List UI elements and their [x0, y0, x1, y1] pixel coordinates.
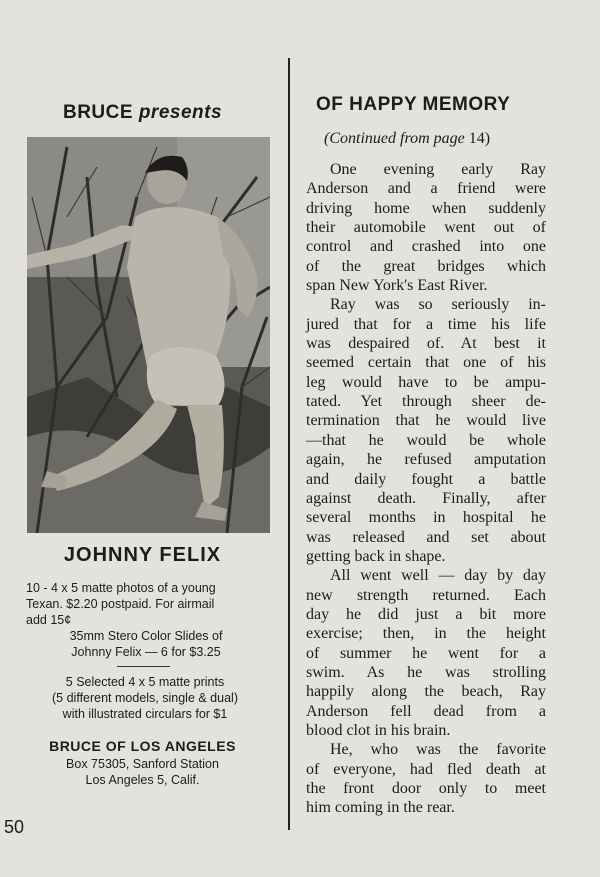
story-line: was released and set about	[306, 528, 546, 546]
address-line: Los Angeles 5, Calif.	[85, 773, 200, 787]
advertisement-column	[0, 0, 285, 877]
offer2-line: 35mm Stero Color Slides of	[69, 629, 223, 643]
story-line: new strength returned. Each	[306, 586, 546, 604]
continued-prefix: (Continued from page	[324, 130, 469, 147]
story-line: and daily fought a battle	[306, 470, 546, 488]
offer3-line: 5 Selected 4 x 5 matte prints	[65, 675, 225, 689]
story-body	[306, 160, 546, 818]
story-title: OF HAPPY MEMORY	[316, 94, 511, 115]
story-line: the front door only to meet	[306, 780, 546, 797]
ad-description	[26, 580, 266, 660]
story-line: driving home when suddenly	[306, 199, 546, 217]
ad-presents: presents	[138, 102, 223, 123]
story-line: Anderson and a friend were	[306, 180, 546, 198]
model-photo	[27, 137, 270, 533]
address-line: Box 75305, Sanford Station	[66, 757, 219, 771]
story-line: Anderson fell dead from a	[306, 702, 546, 720]
story-line: Ray was so seriously in-	[330, 296, 546, 314]
story-line: One evening early Ray	[330, 161, 546, 178]
continued-note	[324, 130, 564, 148]
story-line: happily along the beach, Ray	[306, 683, 546, 701]
column-divider	[288, 58, 290, 830]
page-number: 50	[4, 817, 25, 837]
model-name: JOHNNY FELIX	[63, 544, 222, 566]
story-line: All went well — day by day	[330, 567, 546, 585]
ad-header	[0, 102, 285, 124]
story-line: day he did just a bit more	[306, 605, 546, 623]
story-line: jured that for a time his life	[306, 315, 546, 333]
story-line: was despaired of. At best it	[306, 335, 546, 353]
offer3-line: with illustrated circulars for $1	[62, 707, 228, 721]
story-column	[300, 0, 600, 877]
story-line: control and crashed into one	[306, 238, 546, 256]
story-line: again, he refused amputation	[306, 451, 546, 469]
continued-page: 14	[468, 130, 485, 147]
offer1-line: 10 - 4 x 5 matte photos of a young	[26, 581, 216, 595]
divider-rule	[117, 666, 170, 667]
company-address	[0, 756, 285, 788]
story-line: seemed certain that one of his	[306, 354, 546, 372]
story-line: He, who was the favorite	[330, 741, 546, 759]
story-line: him coming in the rear.	[306, 799, 455, 817]
story-line: of summer he went for a	[306, 644, 546, 662]
story-line: exercise; then, in the height	[306, 625, 546, 643]
offer2-line: Johnny Felix — 6 for $3.25	[71, 645, 221, 659]
offer1-line: Texan. $2.20 postpaid. For airmail	[26, 597, 215, 611]
story-line: of the great bridges which	[306, 257, 546, 275]
story-line: getting back in shape.	[306, 547, 446, 565]
continued-suffix: )	[484, 130, 491, 147]
offer1-line: add 15¢	[26, 613, 72, 627]
ad-offer-prints	[14, 674, 276, 722]
story-line: their automobile went out of	[306, 219, 546, 237]
story-line: several months in hospital he	[306, 509, 546, 527]
offer3-line: (5 different models, single & dual)	[52, 691, 238, 705]
story-line: termination that he would live	[306, 412, 546, 430]
story-line: span New York's East River.	[306, 277, 488, 295]
story-line: tated. Yet through sheer de-	[306, 393, 546, 411]
company-name: BRUCE OF LOS ANGELES	[49, 738, 236, 754]
story-line: against death. Finally, after	[306, 489, 546, 507]
story-line: swim. As he was strolling	[306, 663, 546, 681]
story-line: blood clot in his brain.	[306, 721, 451, 739]
story-line: of everyone, had fled death at	[306, 760, 546, 778]
ad-brand: BRUCE	[62, 102, 134, 123]
story-line: leg would have to be ampu-	[306, 373, 546, 391]
story-line: —that he would be whole	[306, 431, 546, 449]
